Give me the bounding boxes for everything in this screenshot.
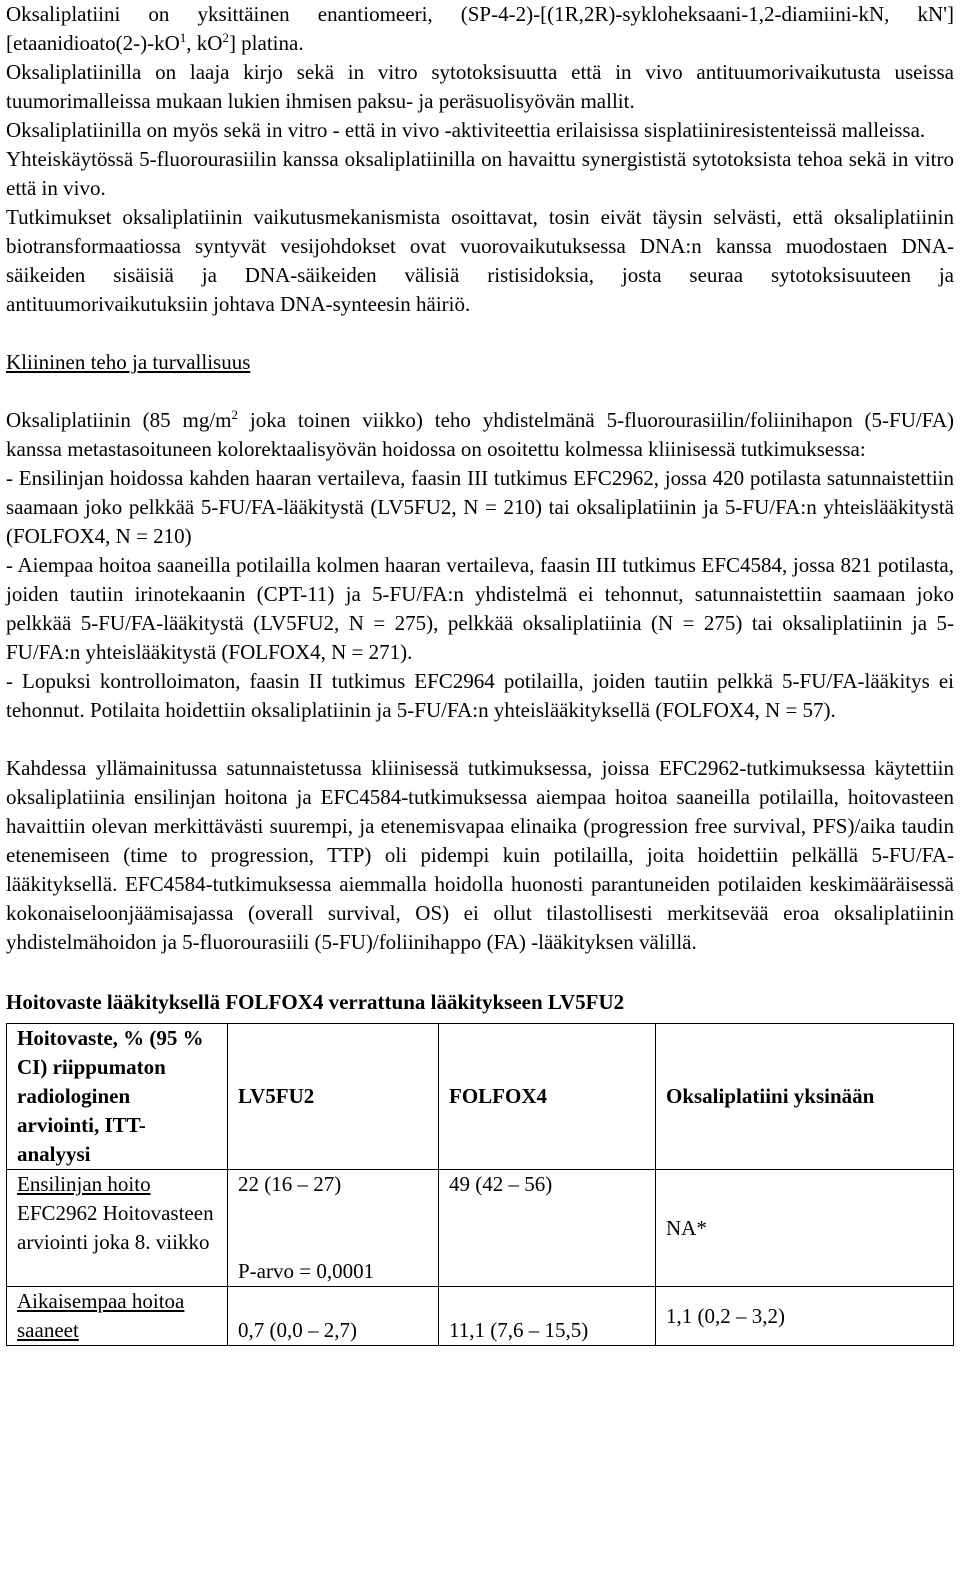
- header-cell-response: Hoitovaste, % (95 % CI) riippumaton radiologinen arviointi, ITT-analyysi: [7, 1024, 228, 1170]
- header-cell-oxaliplatin-alone: Oksaliplatiini yksinään: [656, 1024, 954, 1170]
- superscript: 2: [231, 407, 239, 422]
- cell-oxaliplatin-pretreated: 1,1 (0,2 – 3,2): [656, 1287, 954, 1346]
- header-cell-lv5fu2: LV5FU2: [228, 1024, 439, 1170]
- cell-oxaliplatin-first-line: NA*: [656, 1170, 954, 1287]
- response-table: [6, 1023, 954, 1346]
- list-item-efc4584: - Aiempaa hoitoa saaneilla potilailla kolmen haaran vertaileva, faasin III tutkimus EFC4584, jossa 821 potilasta, joiden tautiin irinotekaanin (CPT-11) ja 5-FU/FA:n yhdistelmä ei tehonnut, satunnaistettiin saamaan joko pelkkää 5-FU/FA-lääkitystä (LV5FU2, N = 275), pelkkää oksaliplatiinia (N = 275) tai oksaliplatiinin ja 5-FU/FA:n yhteislääkitystä (FOLFOX4, N = 271).: [6, 553, 954, 664]
- paragraph-resistance: Oksaliplatiinilla on myös sekä in vitro - että in vivo -aktiviteettia erilaisissa sisplatiiniresistenteissä malleissa.: [6, 118, 926, 142]
- paragraph-mechanism: Tutkimukset oksaliplatiinin vaikutusmekanismista osoittavat, tosin eivät täysin selvästi, että oksaliplatiinin biotransformaatiossa syntyvät vesijohdokset ovat vuorovaikutuksessa DNA:n kanssa muodostaen DNA-säikeiden sisäisiä ja DNA-säikeiden välisiä ristisidoksia, josta seuraa sytotoksisuuteen ja antituumorivaikutuksiin johtava DNA-synteesin häiriö.: [6, 205, 954, 316]
- text: , kO: [186, 31, 223, 55]
- table-header-row: [7, 1024, 954, 1170]
- list-item-efc2962: - Ensilinjan hoidossa kahden haaran vertaileva, faasin III tutkimus EFC2962, jossa 420 potilasta satunnaistettiin saamaan joko pelkkää 5-FU/FA-lääkitystä (LV5FU2, N = 210) tai oksaliplatiinin ja 5-FU/FA:n yhteislääkitystä (FOLFOX4, N = 210): [6, 466, 954, 548]
- row-label-underlined: Ensilinjan hoito: [17, 1172, 151, 1196]
- superscript: 1: [179, 30, 187, 45]
- row-label-pretreated: [7, 1287, 228, 1346]
- text: joka toinen viikko) teho yhdistelmänä 5-fluorourasiilin/foliinihapon (5-FU/FA) kanssa metastasoituneen kolorektaalisyövän hoidossa on osoitettu kolmessa kliinisessä tutkimuksessa:: [6, 408, 954, 461]
- paragraph-substance: [6, 0, 954, 58]
- table-row: [7, 1287, 954, 1346]
- header-cell-folfox4: FOLFOX4: [439, 1024, 656, 1170]
- paragraph-summary: Kahdessa yllämainitussa satunnaistetussa kliinisessä tutkimuksessa, joissa EFC2962-tutkimuksessa käytettiin oksaliplatiinia ensilinjan hoitona ja EFC4584-tutkimuksessa aiempaa hoitoa saaneilla potilailla, hoitovasteen havaittiin olevan merkittävästi suurempi, ja etenemisvapaa elinaika (progression free survival, PFS)/aika taudin etenemiseen (time to progression, TTP) oli pidempi kuin potilailla, joita hoidettiin pelkällä 5-FU/FA-lääkityksellä. EFC4584-tutkimuksessa aiemmalla hoidolla huonosti parantuneiden potilaiden keskimääräisessä kokonaiseloonjäämisajassa (overall survival, OS) ei ollut tilastollisesti merkitsevää eroa oksaliplatiinin yhdistelmähoidon ja 5-fluorourasiili (5-FU)/foliinihappo (FA) -lääkityksen välillä.: [6, 756, 954, 954]
- paragraph-clinical-intro: [6, 406, 954, 464]
- cell-value: 22 (16 – 27): [238, 1172, 342, 1196]
- text: ] platina.: [228, 31, 304, 55]
- superscript: 2: [222, 30, 229, 45]
- text: Oksaliplatiinin (85 mg/m: [6, 408, 232, 432]
- cell-folfox4-pretreated: 11,1 (7,6 – 15,5): [439, 1287, 656, 1346]
- table-row: [7, 1170, 954, 1287]
- cell-value: 49 (42 – 56): [449, 1172, 553, 1196]
- cell-folfox4-first-line: [439, 1170, 656, 1287]
- row-label-underlined: Aikaisempaa hoitoa saaneet: [17, 1289, 185, 1342]
- text: Oksaliplatiini on yksittäinen enantiomeeri, (SP-4-2)-[(1R,2R)-sykloheksaani-1,2-diamiini-kN, kN'] [etaanidioato(2-)-kO: [6, 2, 954, 55]
- cell-lv5fu2-pretreated: 0,7 (0,0 – 2,7): [228, 1287, 439, 1346]
- section-title: Kliininen teho ja turvallisuus: [6, 350, 251, 374]
- list-item-efc2964: - Lopuksi kontrolloimaton, faasin II tutkimus EFC2964 potilailla, joiden tautiin pelkkä 5-FU/FA-lääkitys ei tehonnut. Potilaita hoidettiin oksaliplatiinin ja 5-FU/FA:n yhteislääkityksellä (FOLFOX4, N = 57).: [6, 669, 954, 722]
- paragraph-synergy: Yhteiskäytössä 5-fluorourasiilin kanssa oksaliplatiinilla on havaittu synergististä sytotoksista tehoa sekä in vitro että in vivo.: [6, 147, 954, 200]
- row-label-first-line: [7, 1170, 228, 1287]
- cell-lv5fu2-first-line: [228, 1170, 439, 1287]
- table-title: Hoitovaste lääkityksellä FOLFOX4 verrattuna lääkitykseen LV5FU2: [6, 990, 625, 1014]
- cell-pvalue: P-arvo = 0,0001: [238, 1259, 375, 1283]
- row-label-detail: EFC2962 Hoitovasteen arviointi joka 8. viikko: [17, 1201, 214, 1254]
- paragraph-in-vitro: Oksaliplatiinilla on laaja kirjo sekä in vitro sytotoksisuutta että in vivo antituumorivaikutusta useissa tuumorimalleissa mukaan lukien ihmisen paksu- ja peräsuolisyövän mallit.: [6, 60, 954, 113]
